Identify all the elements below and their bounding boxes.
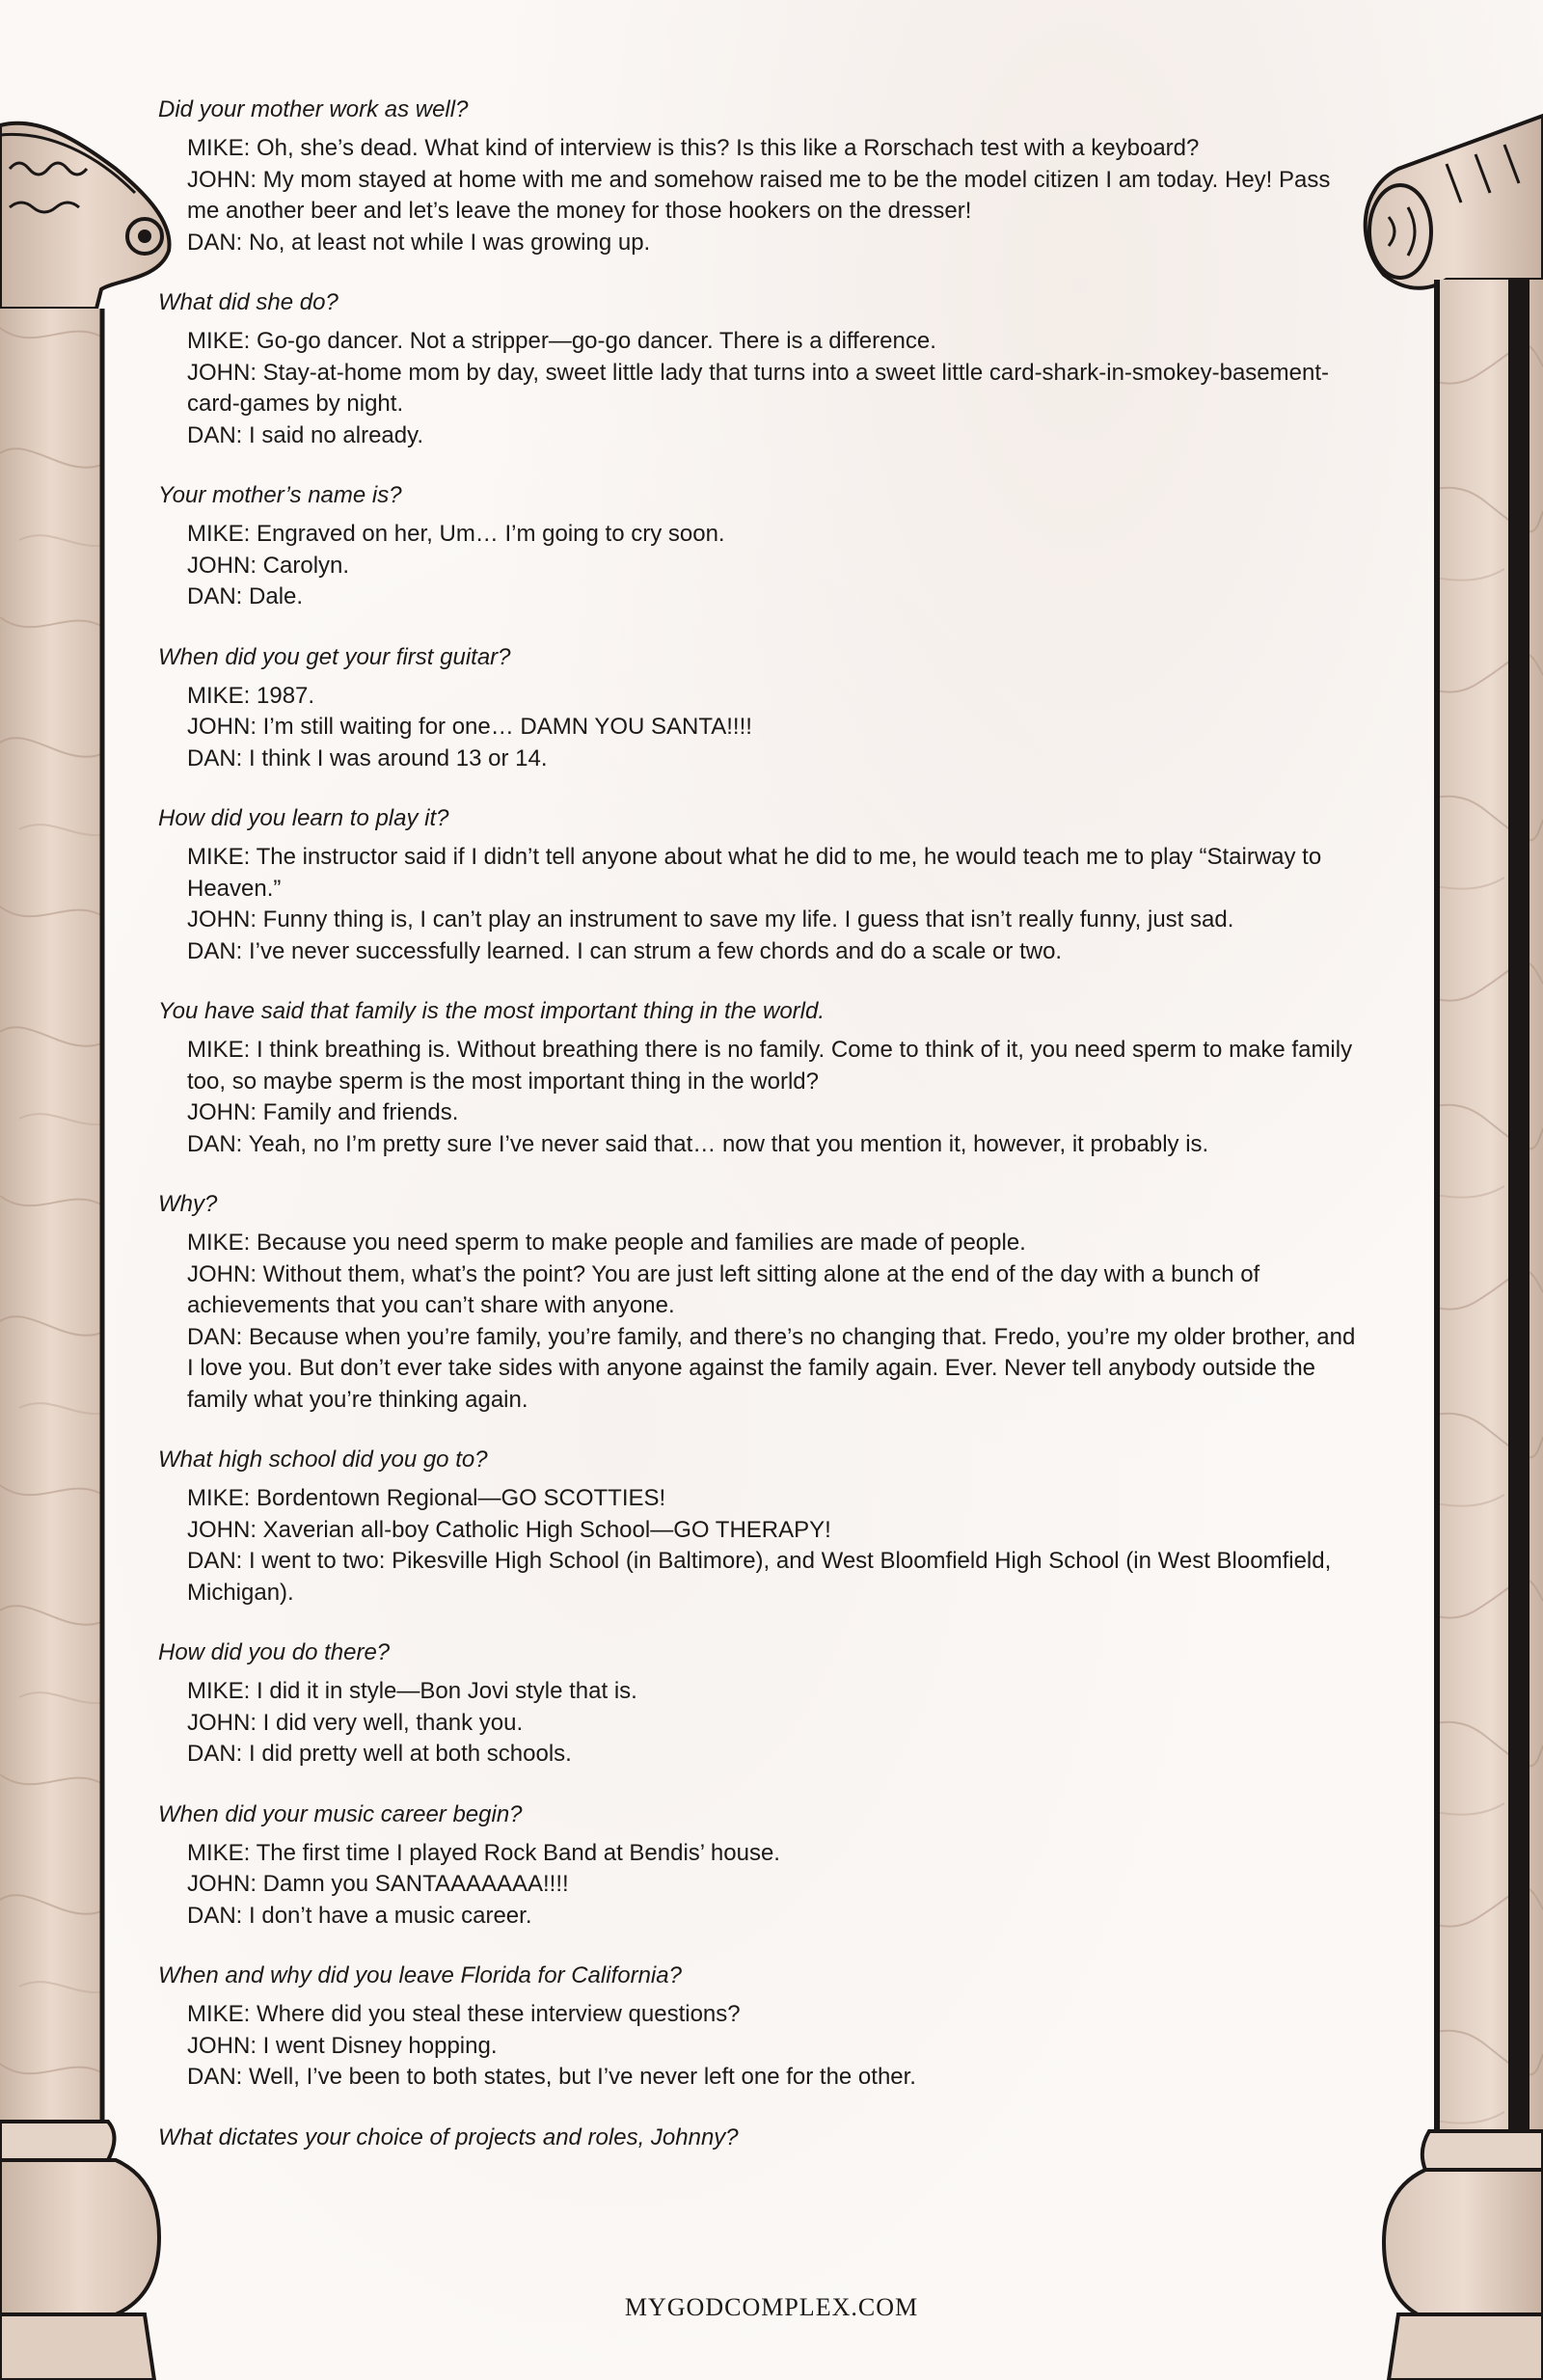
interview-question: How did you do there? xyxy=(158,1639,391,1665)
qa-block xyxy=(158,95,1364,258)
qa-block xyxy=(158,1189,1364,1416)
interview-question: When did your music career begin? xyxy=(158,1800,523,1827)
qa-block xyxy=(158,1961,1364,2094)
interview-answer: JOHN: I’m still waiting for one… DAMN YOU SANTA!!!! xyxy=(187,714,752,740)
interview-answer: MIKE: 1987. xyxy=(187,682,315,709)
qa-block xyxy=(158,1445,1364,1609)
interview-question: When did you get your first guitar? xyxy=(158,643,511,670)
qa-block xyxy=(158,287,1364,451)
interview-answer: MIKE: The instructor said if I didn’t tell anyone about what he did to me, he would teach me to play “Stairway to Heaven.” xyxy=(187,844,1322,902)
interview-answer: MIKE: The first time I played Rock Band at Bendis’ house. xyxy=(187,1839,780,1866)
interview-question: How did you learn to play it? xyxy=(158,805,449,831)
qa-block xyxy=(158,480,1364,613)
interview-answer: DAN: I did pretty well at both schools. xyxy=(187,1741,572,1767)
interview-question: You have said that family is the most important thing in the world. xyxy=(158,998,826,1024)
interview-answer: DAN: I went to two: Pikesville High School (in Baltimore), and West Bloomfield High School (in West Bloomfield, Michigan). xyxy=(187,1548,1332,1606)
qa-block xyxy=(158,1799,1364,1933)
qa-block xyxy=(158,2123,1364,2153)
interview-answer: DAN: I said no already. xyxy=(187,421,424,448)
interview-answer: MIKE: Bordentown Regional—GO SCOTTIES! xyxy=(187,1485,666,1511)
interview-question: Why? xyxy=(158,1191,218,1217)
marble-column-left-icon xyxy=(0,0,183,2380)
interview-answer: JOHN: Stay-at-home mom by day, sweet little lady that turns into a sweet little card-shark-in-smokey-basement-card-games by night. xyxy=(187,359,1329,417)
interview-answer: JOHN: Xaverian all-boy Catholic High School—GO THERAPY! xyxy=(187,1516,831,1543)
interview-answer: DAN: Yeah, no I’m pretty sure I’ve never said that… now that you mention it, however, it probably is. xyxy=(187,1130,1209,1157)
interview-answer: MIKE: Because you need sperm to make people and families are made of people. xyxy=(187,1230,1026,1256)
qa-block xyxy=(158,642,1364,775)
interview-question: What did she do? xyxy=(158,289,338,315)
interview-answer: DAN: Well, I’ve been to both states, but I’ve never left one for the other. xyxy=(187,2064,916,2090)
interview-answer: MIKE: Where did you steal these interview questions? xyxy=(187,2001,741,2027)
qa-block xyxy=(158,803,1364,967)
qa-block xyxy=(158,1637,1364,1771)
interview-question: When and why did you leave Florida for California? xyxy=(158,1962,682,1988)
interview-answer: DAN: I think I was around 13 or 14. xyxy=(187,744,548,771)
interview-answer: DAN: I’ve never successfully learned. I can strum a few chords and do a scale or two. xyxy=(187,937,1063,964)
interview-answer: MIKE: Go-go dancer. Not a stripper—go-go dancer. There is a difference. xyxy=(187,328,936,354)
interview-question: Did your mother work as well? xyxy=(158,96,469,122)
interview-answer: JOHN: Funny thing is, I can’t play an instrument to save my life. I guess that isn’t really funny, just sad. xyxy=(187,906,1234,933)
interview-answer: DAN: No, at least not while I was growing up. xyxy=(187,229,651,256)
marble-column-right-icon xyxy=(1340,0,1543,2380)
interview-answer: DAN: Because when you’re family, you’re family, and there’s no changing that. Fredo, you’re my older brother, and I love you. But don’t ever take sides with anyone against the family again. Ever. Never tell anybody outside the family what you’re thinking again. xyxy=(187,1323,1356,1413)
interview-answer: JOHN: My mom stayed at home with me and somehow raised me to be the model citizen I am today. Hey! Pass me another beer and let’s leave the money for those hookers on the dresser! xyxy=(187,166,1331,224)
interview-answer: DAN: Dale. xyxy=(187,583,304,609)
interview-answer: JOHN: Family and friends. xyxy=(187,1099,459,1125)
interview-answer: JOHN: Without them, what’s the point? You are just left sitting alone at the end of the day with a bunch of achievements that you can’t share with anyone. xyxy=(187,1260,1260,1318)
interview-answer: MIKE: I think breathing is. Without breathing there is no family. Come to think of it, you need sperm to make family too, so maybe sperm is the most important thing in the world? xyxy=(187,1037,1353,1095)
interview-question: What high school did you go to? xyxy=(158,1447,488,1473)
interview-answer: MIKE: I did it in style—Bon Jovi style that is. xyxy=(187,1678,637,1704)
interview-answer: MIKE: Oh, she’s dead. What kind of interview is this? Is this like a Rorschach test with a keyboard? xyxy=(187,135,1200,161)
qa-block xyxy=(158,996,1364,1160)
interview-answer: JOHN: I did very well, thank you. xyxy=(187,1709,524,1736)
interview-answer: DAN: I don’t have a music career. xyxy=(187,1902,532,1929)
interview-answer: JOHN: I went Disney hopping. xyxy=(187,2032,498,2059)
interview-answer: MIKE: Engraved on her, Um… I’m going to cry soon. xyxy=(187,521,725,547)
website-footer: MYGODCOMPLEX.COM xyxy=(624,2293,919,2321)
interview-text xyxy=(158,95,1364,2182)
interview-answer: JOHN: Damn you SANTAAAAAAA!!!! xyxy=(187,1871,569,1897)
interview-question: Your mother’s name is? xyxy=(158,482,402,508)
interview-question: What dictates your choice of projects and roles, Johnny? xyxy=(158,2123,739,2150)
interview-answer: JOHN: Carolyn. xyxy=(187,552,350,579)
